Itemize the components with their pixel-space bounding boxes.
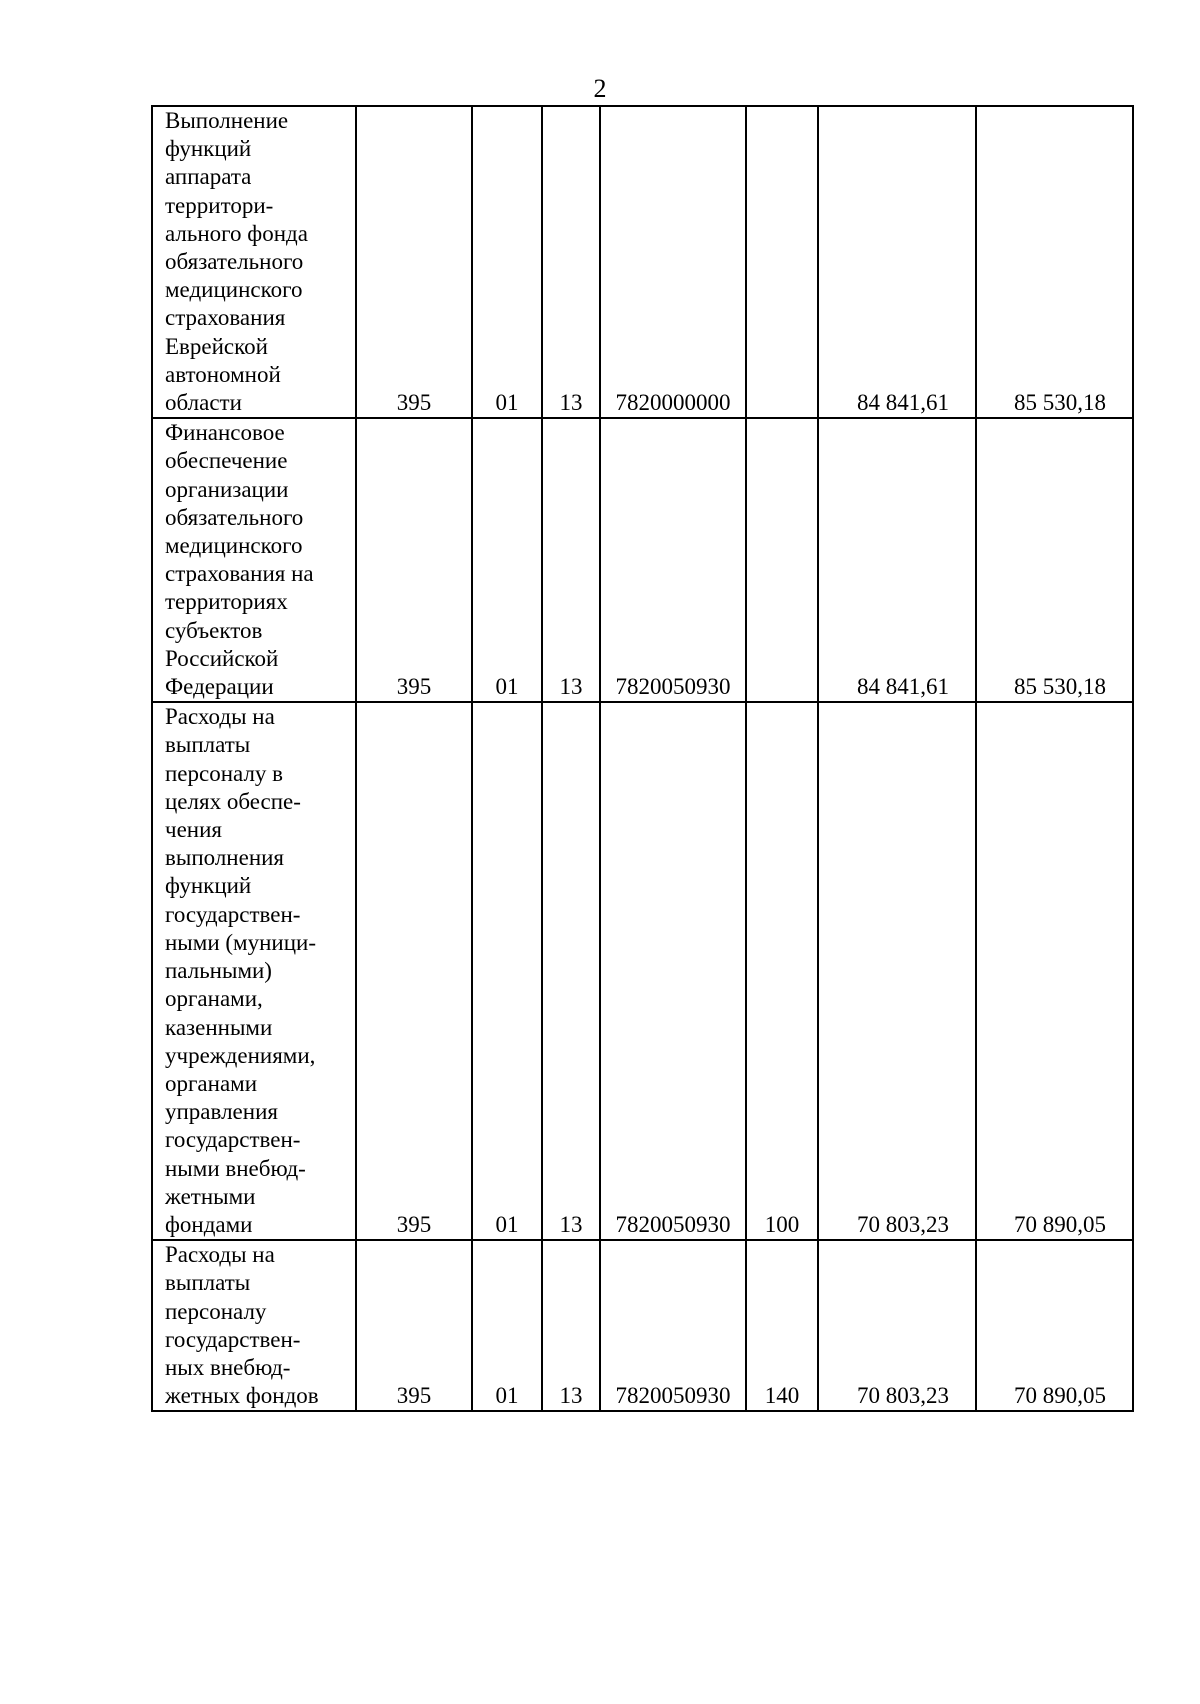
budget-table	[151, 105, 1134, 1412]
name-line: фондами	[165, 1211, 253, 1237]
cell-name	[152, 106, 356, 418]
cell-amount-year-1: 70 803,23	[818, 1240, 976, 1411]
name-line: органами	[165, 1070, 258, 1096]
name-line: управления	[165, 1099, 278, 1125]
table-row	[152, 106, 1133, 418]
cell-subsection: 13	[542, 702, 600, 1240]
name-line: обязательного	[165, 249, 304, 275]
name-line: целях обеспе-	[165, 788, 301, 814]
cell-target-article: 7820050930	[600, 1240, 746, 1411]
cell-name	[152, 418, 356, 702]
cell-subsection: 13	[542, 1240, 600, 1411]
name-line: ными (муници-	[165, 929, 316, 955]
name-line: субъектов	[165, 617, 263, 643]
cell-name	[152, 1240, 356, 1411]
name-line: Российской	[165, 645, 279, 671]
name-line: чения	[165, 817, 222, 843]
name-line: обязательного	[165, 504, 304, 530]
name-line: персоналу	[165, 1298, 267, 1324]
cell-amount-year-2: 85 530,18	[976, 106, 1133, 418]
page-number: 2	[593, 74, 607, 103]
name-line: аппарата	[165, 164, 252, 190]
cell-target-article: 7820050930	[600, 418, 746, 702]
table-body	[152, 106, 1133, 1411]
name-line: Еврейской	[165, 333, 268, 359]
cell-section: 01	[472, 702, 542, 1240]
cell-section: 01	[472, 418, 542, 702]
name-line: выплаты	[165, 732, 251, 758]
name-line: государствен-	[165, 901, 301, 927]
name-line: медицинского	[165, 277, 303, 303]
name-line: страхования на	[165, 561, 314, 587]
cell-target-article: 7820050930	[600, 702, 746, 1240]
name-line: функций	[165, 136, 252, 162]
cell-target-article: 7820000000	[600, 106, 746, 418]
name-line: ных внебюд-	[165, 1354, 291, 1380]
name-line: функций	[165, 873, 252, 899]
cell-expense-type	[746, 106, 818, 418]
table-row	[152, 1240, 1133, 1411]
cell-amount-year-2: 85 530,18	[976, 418, 1133, 702]
cell-ved: 395	[356, 1240, 472, 1411]
name-line: выполнения	[165, 845, 285, 871]
name-line: Расходы на	[165, 1242, 275, 1268]
name-line: государствен-	[165, 1326, 301, 1352]
name-line: медицинского	[165, 533, 303, 559]
name-line: территориях	[165, 589, 288, 615]
cell-ved: 395	[356, 702, 472, 1240]
name-line: Федерации	[165, 674, 274, 700]
cell-expense-type: 100	[746, 702, 818, 1240]
name-line: Расходы на	[165, 704, 275, 730]
name-line: организации	[165, 476, 289, 502]
cell-ved: 395	[356, 106, 472, 418]
cell-subsection: 13	[542, 418, 600, 702]
table-row	[152, 418, 1133, 702]
cell-amount-year-1: 84 841,61	[818, 106, 976, 418]
name-line: выплаты	[165, 1270, 251, 1296]
name-line: ными внебюд-	[165, 1155, 306, 1181]
name-line: жетных фондов	[165, 1383, 319, 1409]
name-line: ального фонда	[165, 220, 308, 246]
cell-amount-year-2: 70 890,05	[976, 1240, 1133, 1411]
name-line: пальными)	[165, 958, 272, 984]
cell-name	[152, 702, 356, 1240]
name-line: Выполнение	[165, 108, 289, 133]
name-line: Финансовое	[165, 420, 285, 446]
name-line: персоналу в	[165, 760, 284, 786]
name-line: территори-	[165, 192, 274, 218]
name-line: органами,	[165, 986, 263, 1012]
cell-amount-year-2: 70 890,05	[976, 702, 1133, 1240]
cell-expense-type	[746, 418, 818, 702]
name-line: казенными	[165, 1014, 273, 1040]
name-line: автономной	[165, 361, 281, 387]
cell-ved: 395	[356, 418, 472, 702]
name-line: жетными	[165, 1183, 256, 1209]
cell-section: 01	[472, 106, 542, 418]
name-line: государствен-	[165, 1127, 301, 1153]
cell-amount-year-1: 84 841,61	[818, 418, 976, 702]
table-row	[152, 702, 1133, 1240]
cell-section: 01	[472, 1240, 542, 1411]
name-line: учреждениями,	[165, 1042, 316, 1068]
cell-expense-type: 140	[746, 1240, 818, 1411]
name-line: страхования	[165, 305, 286, 331]
cell-amount-year-1: 70 803,23	[818, 702, 976, 1240]
cell-subsection: 13	[542, 106, 600, 418]
name-line: обеспечение	[165, 448, 288, 474]
name-line: области	[165, 390, 242, 416]
